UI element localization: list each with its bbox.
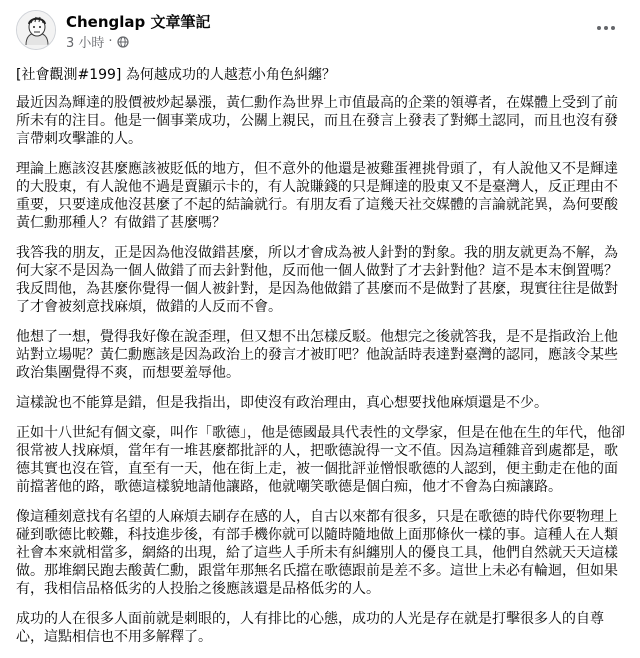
- more-options-icon: [596, 25, 616, 31]
- post-paragraph: 像這種刻意找有名望的人麻煩去刷存在感的人，自古以來都有很多，只是在歌德的時代你要物理上碰到歌德比較難，科技進步後，有部手機你就可以隨時隨地做上面那條伙一樣的事。這種人在人類社會本來就相當多，網絡的出現，給了這些人手所未有糾纏別人的優良工具，他們自然就天天這樣做。那堆網民跑去酸黃仁勳，跟當年那無名氏擋在歌德跟前是差不多。這世上未必有輪迴，但如果有，我相信品格低劣的人投胎之後應該還是品格低劣的人。: [16, 509, 618, 597]
- author-name[interactable]: Chenglap 文章筆記: [66, 13, 211, 31]
- avatar-sketch-icon: [17, 11, 56, 50]
- post-meta: [66, 32, 129, 51]
- post-paragraph: 這樣說也不能算是錯，但是我指出，即使沒有政治理由，真心想要找他麻煩還是不少。: [16, 395, 548, 411]
- post-time[interactable]: 3 小時: [66, 36, 105, 51]
- post-paragraph: 最近因為輝達的股價被炒起暴漲，黃仁勳作為世界上市值最高的企業的領導者，在媒體上受到了前所未有的注目。他是一個事業成功，公關上親民，而且在發言上發表了對鄉土認同，而且也沒有發言帶刺攻擊誰的人。: [16, 95, 618, 147]
- post-content: [16, 66, 626, 658]
- post-paragraph: 理論上應該沒甚麼應該被貶低的地方，但不意外的他還是被雞蛋裡挑骨頭了，有人說他又不是輝達的大股東，有人說他不過是賣顯示卡的，有人說賺錢的只是輝達的股東又不是臺灣人，反正理由不重要，只要達成他沒甚麼了不起的結論就行。有朋友看了這幾天社交媒體的言論就詫異，為何要酸黃仁勳那種人？有做錯了甚麼嗎？: [16, 161, 618, 231]
- post-paragraph: 成功的人在很多人面前就是刺眼的，人有排比的心態，成功的人光是存在就是打擊很多人的自尊心，這點相信也不用多解釋了。: [16, 611, 604, 645]
- meta-separator: ·: [108, 34, 113, 49]
- globe-icon[interactable]: [117, 36, 129, 48]
- post-paragraph: 我答我的朋友，正是因為他沒做錯甚麼，所以才會成為被人針對的對象。我的朋友就更為不解，為何大家不是因為一個人做錯了而去針對他，反而他一個人做對了才去針對他？這不是本末倒置嗎？我反問他，為甚麼你覺得一個人被針對，是因為他做錯了甚麼而不是做對了甚麼，現實往往是做對了才會被刻意找麻煩，做錯的人反而不會。: [16, 245, 618, 315]
- post-paragraph: 正如十八世紀有個文豪，叫作「歌德」，他是德國最具代表性的文學家，但是在他在生的年代，他卻很常被人找麻煩，當年有一堆甚麼都批評的人，把歌德說得一文不值。因為這種雜音到處都是，歌德其實也沒在管，直至有一天，他在街上走，被一個批評並憎恨歌德的人認到，便主動走在他的面前擋著他的路，歌德這樣貌地請他讓路，他就嘲笑歌德是個白痴，他才不會為白痴讓路。: [16, 425, 625, 495]
- post-paragraph: 他想了一想，覺得我好像在說歪理，但又想不出怎樣反駁。他想完之後就答我，是不是指政治上他站對立場呢？黃仁勳應該是因為政治上的發言才被盯吧？他說話時表達對臺灣的認同，應該令某些政治集團覺得不爽，而想要羞辱他。: [16, 329, 618, 381]
- post-header: [16, 10, 624, 58]
- author-avatar[interactable]: [16, 10, 56, 50]
- more-options-button[interactable]: [592, 14, 620, 42]
- post-title: [社會觀測#199] 為何越成功的人越惹小角色糾纏？: [16, 67, 336, 83]
